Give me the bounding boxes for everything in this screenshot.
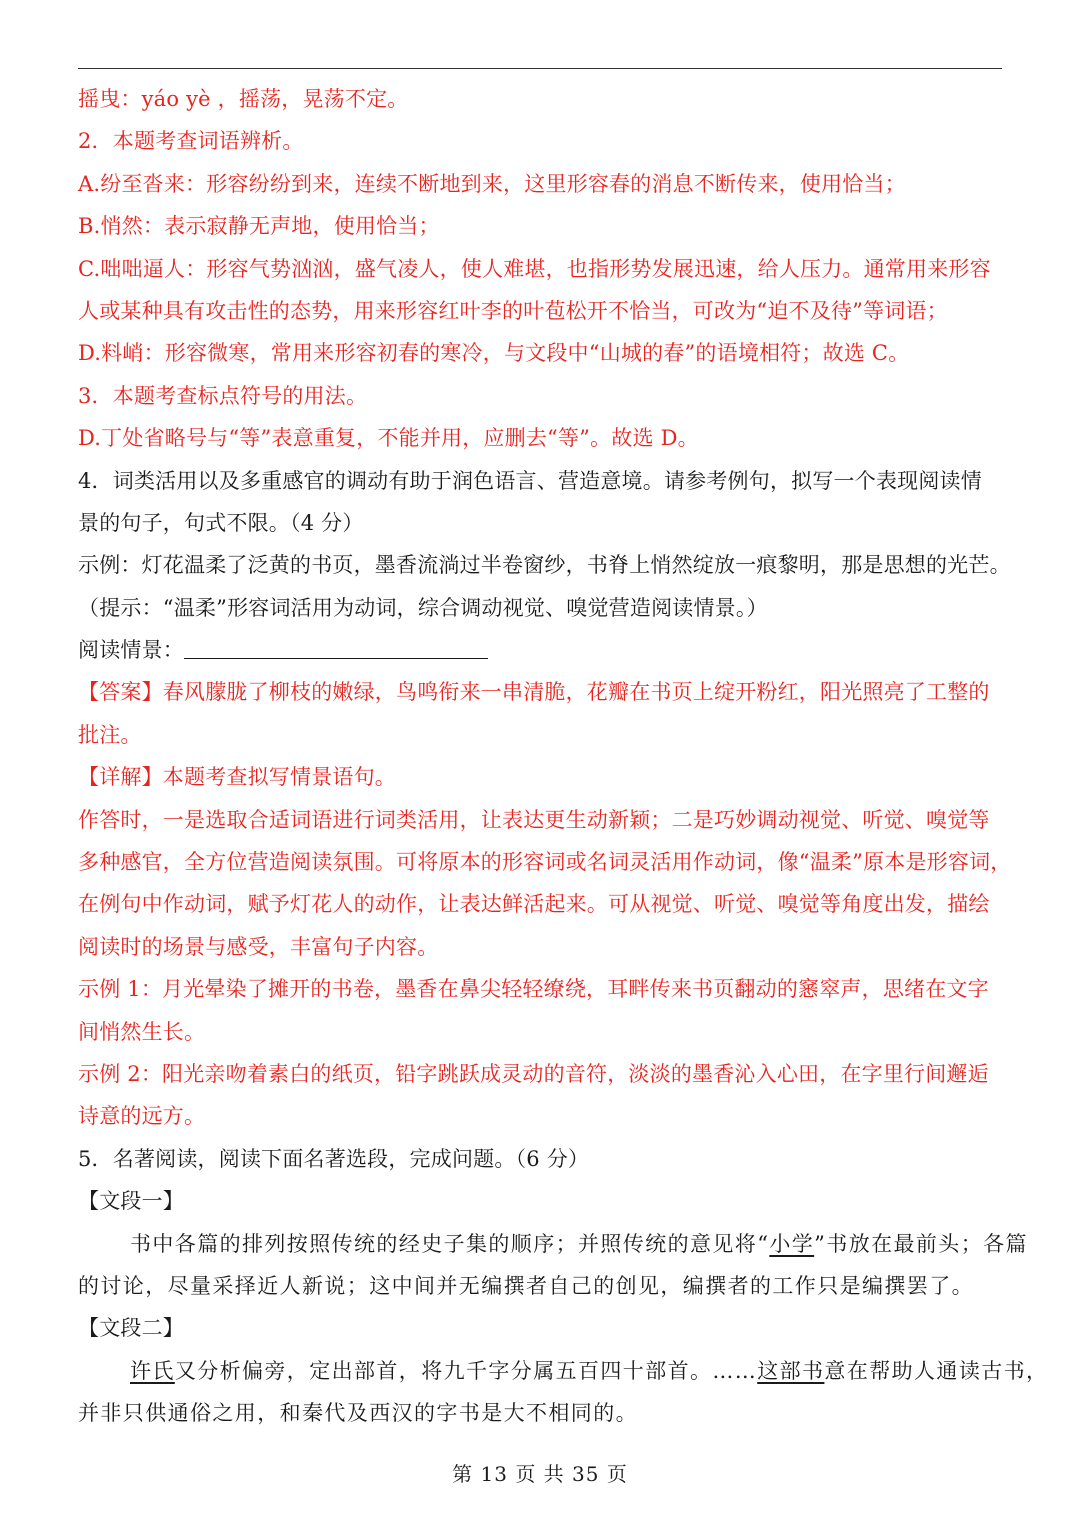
answer-line-pinyin: 摇曳：yáo yè ，摇荡，晃荡不定。 bbox=[78, 87, 409, 111]
underlined-xiaoxue: 小学 bbox=[769, 1231, 815, 1256]
question-4-answer-cont: 批注。 bbox=[78, 722, 142, 747]
passage-1-text-c: ”书放在最前头；各篇 bbox=[814, 1231, 1028, 1256]
passage-2-text-b: 又分析偏旁，定出部首，将九千字分属五百四十部首。…… bbox=[174, 1358, 758, 1383]
question-4-detail-3: 在例句中作动词，赋予灯花人的动作，让表达鲜活起来。可从视觉、听觉、嗅觉等角度出发，描绘 bbox=[78, 892, 990, 917]
example-2: 示例 2：阳光亲吻着素白的纸页，铅字跳跃成灵动的音符，淡淡的墨香沁入心田，在字里行间邂逅 bbox=[78, 1061, 989, 1086]
passage-1-text-a: 书中各篇的排列按照传统的经史子集的顺序；并照传统的意见将“ bbox=[130, 1231, 770, 1256]
question-2-explanation: 2．本题考查词语辨析。 bbox=[78, 129, 304, 154]
example-1: 示例 1：月光晕染了摊开的书卷，墨香在鼻尖轻轻缭绕，耳畔传来书页翻动的窸窣声，思绪在文字 bbox=[78, 977, 989, 1002]
question-3-answer: D.丁处省略号与“等”表意重复，不能并用，应删去“等”。故选 D。 bbox=[78, 426, 699, 451]
header-rule bbox=[78, 68, 1002, 69]
question-5-stem: 5．名著阅读，阅读下面名著选段，完成问题。（6 分） bbox=[78, 1146, 590, 1171]
question-4-detail-title: 【详解】本题考查拟写情景语句。 bbox=[78, 765, 396, 790]
question-4-example: 示例：灯花温柔了泛黄的书页，墨香流淌过半卷窗纱，书脊上悄然绽放一痕黎明，那是思想的光芒。 bbox=[78, 553, 1011, 578]
underlined-xushi: 许氏 bbox=[130, 1358, 175, 1383]
passage-1-line-1 bbox=[78, 1223, 1028, 1265]
answer-prompt-label: 阅读情景： bbox=[78, 638, 184, 663]
passage-2-line-1 bbox=[78, 1350, 1049, 1392]
example-2-cont: 诗意的远方。 bbox=[78, 1104, 206, 1129]
question-4-detail-1: 作答时，一是选取合适词语进行词类活用，让表达更生动新颖；二是巧妙调动视觉、听觉、嗅觉等 bbox=[78, 807, 990, 832]
underlined-zhebushu: 这部书 bbox=[757, 1358, 825, 1383]
option-c-explanation-cont: 人或某种具有攻击性的态势，用来形容红叶李的叶苞松开不恰当，可改为“迫不及待”等词语； bbox=[78, 298, 948, 323]
answer-blank bbox=[184, 634, 488, 659]
question-4-detail-2: 多种感官，全方位营造阅读氛围。可将原本的形容词或名词灵活用作动词，像“温柔”原本是形容词， bbox=[78, 850, 1012, 875]
option-b-explanation: B.悄然：表示寂静无声地，使用恰当； bbox=[78, 214, 440, 239]
passage-1-heading: 【文段一】 bbox=[78, 1189, 184, 1214]
passage-2-text-d: 意在帮助人通读古书， bbox=[824, 1358, 1049, 1383]
page-footer: 第 13 页 共 35 页 bbox=[452, 1462, 628, 1486]
option-c-explanation: C.咄咄逼人：形容气势汹汹，盛气凌人，使人难堪，也指形势发展迅速，给人压力。通常用来形容 bbox=[78, 256, 991, 281]
page-content bbox=[78, 78, 1049, 1435]
passage-1-line-2: 的讨论，尽量采择近人新说；这中间并无编撰者自己的创见，编撰者的工作只是编撰罢了。 bbox=[78, 1273, 974, 1298]
question-4-hint: （提示：“温柔”形容词活用为动词，综合调动视觉、嗅觉营造阅读情景。） bbox=[78, 595, 768, 620]
question-4-stem-cont: 景的句子，句式不限。（4 分） bbox=[78, 510, 364, 535]
question-4-answer-prompt bbox=[78, 629, 1004, 671]
passage-2-line-2: 并非只供通俗之用，和秦代及西汉的字书是大不相同的。 bbox=[78, 1401, 638, 1426]
question-3-explanation: 3．本题考查标点符号的用法。 bbox=[78, 383, 368, 408]
option-d-explanation: D.料峭：形容微寒，常用来形容初春的寒冷，与文段中“山城的春”的语境相符；故选 C。 bbox=[78, 341, 910, 366]
option-a-explanation: A.纷至沓来：形容纷纷到来，连续不断地到来，这里形容春的消息不断传来，使用恰当； bbox=[78, 171, 906, 196]
question-4-detail-4: 阅读时的场景与感受，丰富句子内容。 bbox=[78, 934, 439, 959]
question-4-answer: 【答案】春风朦胧了柳枝的嫩绿，鸟鸣衔来一串清脆，花瓣在书页上绽开粉红，阳光照亮了工整的 bbox=[78, 680, 990, 705]
example-1-cont: 间悄然生长。 bbox=[78, 1019, 206, 1044]
question-4-stem: 4．词类活用以及多重感官的调动有助于润色语言、营造意境。请参考例句，拟写一个表现阅读情 bbox=[78, 468, 982, 493]
passage-2-heading: 【文段二】 bbox=[78, 1316, 184, 1341]
